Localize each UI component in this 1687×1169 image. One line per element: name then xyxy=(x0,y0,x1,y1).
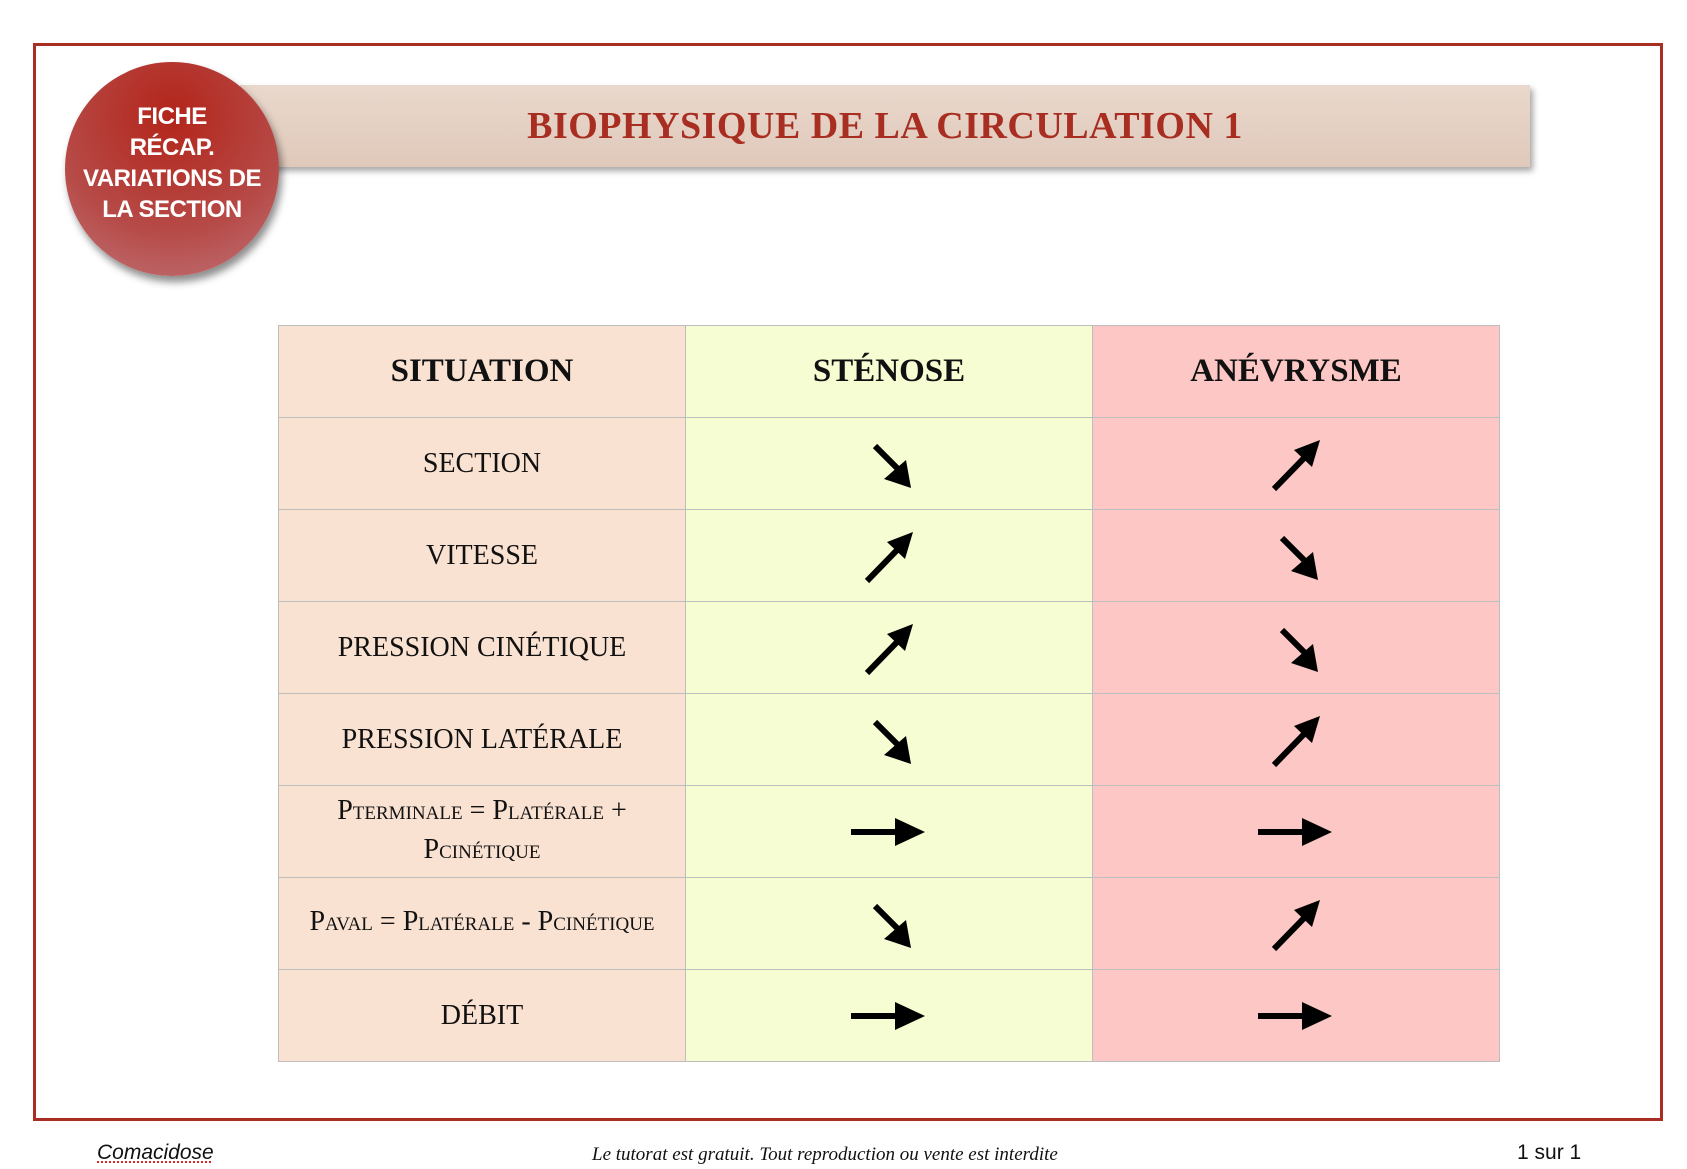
down-right-arrow-icon xyxy=(686,894,1092,954)
badge-line: LA SECTION xyxy=(102,196,242,223)
up-right-arrow-icon xyxy=(1093,710,1499,770)
stenose-cell xyxy=(686,970,1093,1062)
formula-subscript: LATÉRALE xyxy=(507,802,604,824)
formula-symbol: P xyxy=(492,794,508,826)
right-arrow-icon xyxy=(1093,986,1499,1046)
formula-subscript: AVAL xyxy=(325,914,373,935)
right-arrow-icon xyxy=(686,986,1092,1046)
anevrysme-cell xyxy=(1093,694,1500,786)
row-label-formula xyxy=(279,878,686,970)
right-arrow-icon xyxy=(1093,802,1499,862)
page-number: 1 sur 1 xyxy=(1517,1141,1582,1164)
footer-brand: Comacidose xyxy=(97,1141,214,1164)
formula-operator: + xyxy=(603,794,627,826)
anevrysme-cell xyxy=(1093,970,1500,1062)
up-right-arrow-icon xyxy=(686,618,1092,678)
anevrysme-cell xyxy=(1093,786,1500,878)
row-label: DÉBIT xyxy=(279,970,686,1062)
badge-line: RÉCAP. xyxy=(129,134,215,161)
page-title: BIOPHYSIQUE DE LA CIRCULATION 1 xyxy=(527,105,1243,147)
right-arrow-icon xyxy=(686,802,1092,862)
formula-subscript: CINÉTIQUE xyxy=(553,914,655,935)
stenose-cell xyxy=(686,878,1093,970)
formula-symbol: P xyxy=(337,794,353,826)
table-row xyxy=(279,694,1500,786)
table-row xyxy=(279,418,1500,510)
header-situation: SITUATION xyxy=(279,326,686,418)
down-right-arrow-icon xyxy=(1093,618,1499,678)
up-right-arrow-icon xyxy=(1093,894,1499,954)
stenose-cell xyxy=(686,510,1093,602)
formula-subscript: TERMINALE xyxy=(352,802,463,824)
formula-symbol: P xyxy=(423,833,440,865)
row-label: VITESSE xyxy=(279,510,686,602)
row-label: PRESSION LATÉRALE xyxy=(279,694,686,786)
up-right-arrow-icon xyxy=(1093,434,1499,494)
anevrysme-cell xyxy=(1093,602,1500,694)
down-right-arrow-icon xyxy=(1093,526,1499,586)
row-label: SECTION xyxy=(279,418,686,510)
down-right-arrow-icon xyxy=(686,434,1092,494)
title-banner xyxy=(240,85,1530,167)
up-right-arrow-icon xyxy=(686,526,1092,586)
recap-table xyxy=(278,325,1500,1062)
table-row xyxy=(279,786,1500,878)
formula-subscript: CINÉTIQUE xyxy=(439,841,541,863)
formula-symbol: P xyxy=(309,906,326,937)
table-row xyxy=(279,878,1500,970)
anevrysme-cell xyxy=(1093,510,1500,602)
footer-notice: Le tutorat est gratuit. Tout reproduction ou vente est interdite xyxy=(592,1144,1058,1165)
table-row xyxy=(279,970,1500,1062)
stenose-cell xyxy=(686,786,1093,878)
formula-operator: = xyxy=(462,794,493,826)
badge-text xyxy=(77,101,267,225)
formula-operator: - xyxy=(514,906,538,937)
header-stenose: STÉNOSE xyxy=(686,326,1093,418)
badge-line: VARIATIONS DE xyxy=(83,165,261,192)
stenose-cell xyxy=(686,694,1093,786)
table-row xyxy=(279,602,1500,694)
recap-badge xyxy=(65,62,279,276)
badge-line: FICHE xyxy=(137,103,207,130)
anevrysme-cell xyxy=(1093,878,1500,970)
stenose-cell xyxy=(686,418,1093,510)
row-label-formula xyxy=(279,786,686,878)
anevrysme-cell xyxy=(1093,418,1500,510)
row-label: PRESSION CINÉTIQUE xyxy=(279,602,686,694)
table-row xyxy=(279,510,1500,602)
stenose-cell xyxy=(686,602,1093,694)
header-anevrysme: ANÉVRYSME xyxy=(1093,326,1500,418)
formula-subscript: LATÉRALE xyxy=(418,914,515,935)
formula-symbol: P xyxy=(537,906,554,937)
formula-operator: = xyxy=(372,906,403,937)
down-right-arrow-icon xyxy=(686,710,1092,770)
header-row xyxy=(279,326,1500,418)
formula-symbol: P xyxy=(402,906,419,937)
